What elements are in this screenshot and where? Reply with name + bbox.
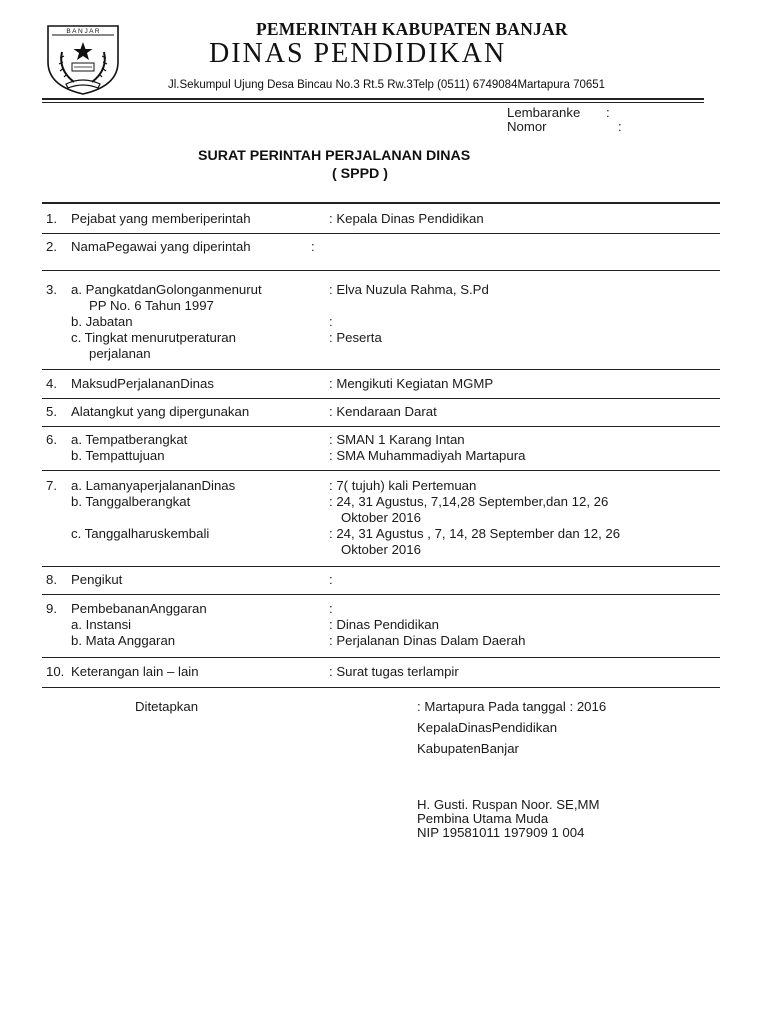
row-value: : [311, 239, 315, 254]
row-value: : 24, 31 Agustus , 7, 14, 28 September dan 12, 26 [329, 526, 621, 541]
row-label: b. Jabatan [71, 314, 133, 329]
row-number: 6. [46, 432, 57, 447]
document-title: SURAT PERINTAH PERJALANAN DINAS [198, 148, 471, 164]
row-label: perjalanan [89, 346, 151, 361]
row-divider [42, 687, 720, 688]
row-label: a. Instansi [71, 617, 132, 632]
row-divider [42, 270, 720, 271]
row-label: c. Tingkat menurutperaturan [71, 330, 236, 345]
banjar-regency-emblem [44, 22, 122, 96]
row-value: : [329, 601, 333, 616]
row-value: : Peserta [329, 330, 382, 345]
row-number: 4. [46, 376, 57, 391]
row-value: Oktober 2016 [341, 510, 421, 525]
row-number: 5. [46, 404, 57, 419]
row-label: Pejabat yang memberiperintah [71, 211, 251, 226]
row-divider [42, 470, 720, 471]
table-top-rule [42, 202, 720, 204]
row-number: 9. [46, 601, 57, 616]
row-value: : [329, 314, 333, 329]
row-value: : Mengikuti Kegiatan MGMP [329, 376, 494, 391]
sheet-label: Lembaranke [507, 105, 581, 120]
row-number: 3. [46, 282, 57, 297]
document-subtitle: ( SPPD ) [332, 166, 388, 182]
row-value: : Surat tugas terlampir [329, 664, 459, 679]
row-number: 1. [46, 211, 57, 226]
row-value: : SMAN 1 Karang Intan [329, 432, 465, 447]
signatory-rank: Pembina Utama Muda [417, 811, 549, 826]
signatory-nip: NIP 19581011 197909 1 004 [417, 825, 585, 840]
department-heading: DINAS PENDIDIKAN [209, 38, 507, 69]
government-heading: PEMERINTAH KABUPATEN BANJAR [256, 19, 568, 39]
row-value: : Elva Nuzula Rahma, S.Pd [329, 282, 489, 297]
row-divider [42, 369, 720, 370]
row-value: : Kepala Dinas Pendidikan [329, 211, 484, 226]
signatory-regency: KabupatenBanjar [417, 741, 519, 756]
row-divider [42, 398, 720, 399]
office-address: Jl.Sekumpul Ujung Desa Bincau No.3 Rt.5 Rw.3Telp (0511) 6749084Martapura 70651 [168, 79, 606, 91]
row-number: 10. [46, 664, 65, 679]
row-label: Alatangkut yang dipergunakan [71, 404, 250, 419]
row-label: NamaPegawai yang diperintah [71, 239, 251, 254]
row-divider [42, 426, 720, 427]
row-number: 8. [46, 572, 57, 587]
row-label: b. Mata Anggaran [71, 633, 176, 648]
row-value: : 7( tujuh) kali Pertemuan [329, 478, 477, 493]
row-number: 7. [46, 478, 57, 493]
row-value: : [329, 572, 333, 587]
established-label: Ditetapkan [135, 699, 199, 714]
row-divider [42, 594, 720, 595]
row-label: c. Tanggalharuskembali [71, 526, 210, 541]
row-label: MaksudPerjalananDinas [71, 376, 214, 391]
row-label: PembebananAnggaran [71, 601, 207, 616]
sheet-separator: : [606, 105, 610, 120]
row-divider [42, 233, 720, 234]
row-value: : Kendaraan Darat [329, 404, 437, 419]
row-label: b. Tanggalberangkat [71, 494, 191, 509]
row-value: Oktober 2016 [341, 542, 421, 557]
letterhead-rule-thin [42, 102, 704, 103]
signatory-office: KepalaDinasPendidikan [417, 720, 558, 735]
row-label: a. LamanyaperjalananDinas [71, 478, 236, 493]
signatory-name: H. Gusti. Ruspan Noor. SE,MM [417, 797, 600, 812]
row-value: : 24, 31 Agustus, 7,14,28 September,dan 12, 26 [329, 494, 609, 509]
row-label: PP No. 6 Tahun 1997 [89, 298, 214, 313]
row-number: 2. [46, 239, 57, 254]
row-label: Keterangan lain – lain [71, 664, 199, 679]
row-value: : Perjalanan Dinas Dalam Daerah [329, 633, 526, 648]
row-divider [42, 566, 720, 567]
number-separator: : [618, 119, 622, 134]
row-label: a. Tempatberangkat [71, 432, 188, 447]
place-date: : Martapura Pada tanggal : 2016 [417, 699, 607, 714]
number-label: Nomor [507, 119, 547, 134]
row-label: b. Tempattujuan [71, 448, 165, 463]
row-divider [42, 657, 720, 658]
row-label: a. PangkatdanGolonganmenurut [71, 282, 262, 297]
letterhead-rule-thick [42, 98, 704, 100]
row-value: : SMA Muhammadiyah Martapura [329, 448, 526, 463]
row-label: Pengikut [71, 572, 123, 587]
logo-lettering: B A N J A R [66, 28, 100, 35]
row-value: : Dinas Pendidikan [329, 617, 439, 632]
